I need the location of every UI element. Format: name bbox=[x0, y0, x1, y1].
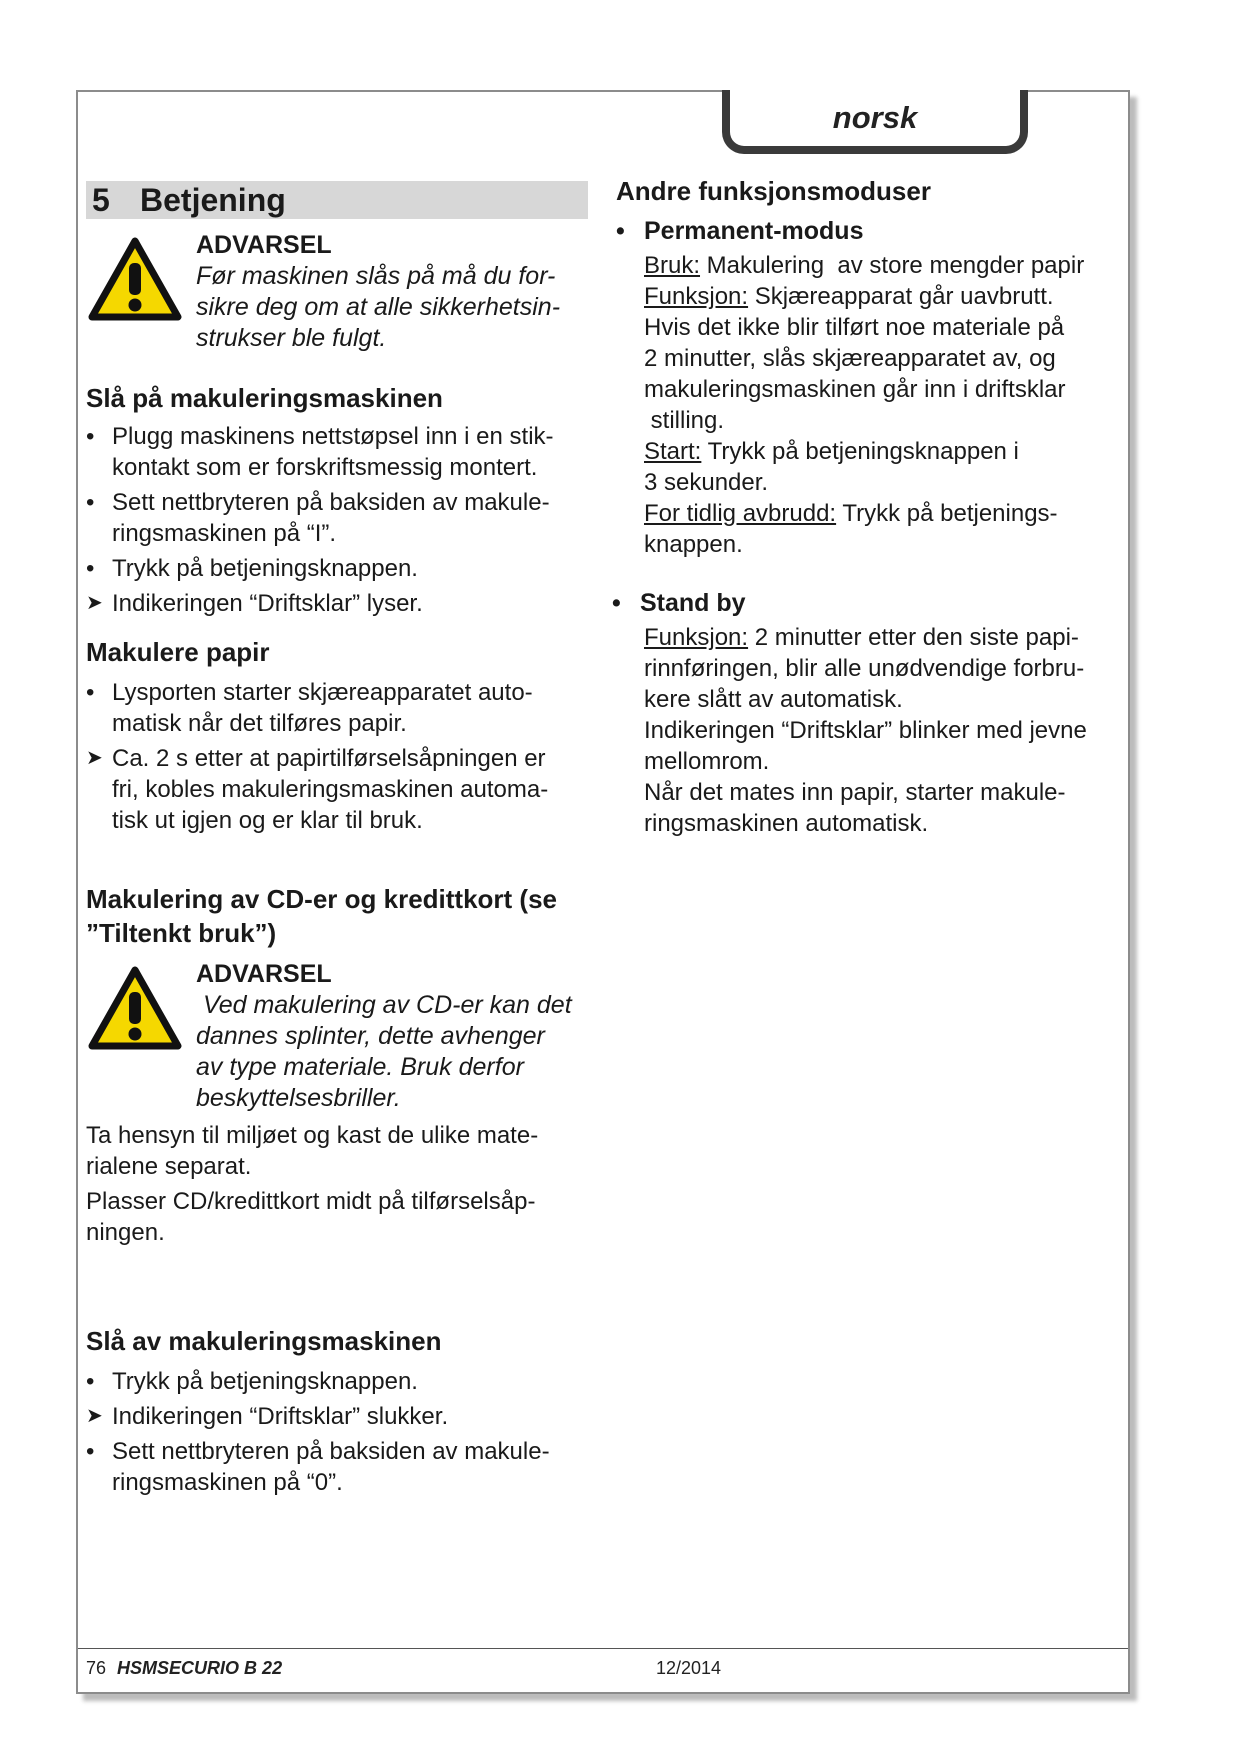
list-line: Indikeringen “Driftsklar” lyser. bbox=[112, 590, 423, 617]
list-item bbox=[86, 1366, 588, 1397]
function-text: 2 minutter, slås skjæreapparatet av, og bbox=[644, 345, 1056, 372]
function-text: Når det mates inn papir, starter makule- bbox=[644, 779, 1066, 806]
warning-line: Ved makulering av CD-er kan det bbox=[196, 991, 572, 1019]
warning-box-cd bbox=[86, 958, 588, 1114]
list-line: Sett nettbryteren på baksiden av makule- bbox=[112, 1438, 550, 1465]
mode-description bbox=[644, 250, 1116, 560]
footer-date: 12/2014 bbox=[656, 1658, 722, 1678]
warning-box-startup bbox=[86, 229, 588, 354]
list-line: Lysporten starter skjæreapparatet auto- bbox=[112, 679, 533, 706]
section-heading-shred-paper: Makulere papir bbox=[86, 637, 270, 667]
model-name: SECURIO B 22 bbox=[157, 1658, 283, 1678]
warning-text bbox=[196, 990, 588, 1114]
mode-title bbox=[616, 214, 1116, 248]
list-line: Indikeringen “Driftsklar” slukker. bbox=[112, 1403, 449, 1430]
paragraph-placement bbox=[86, 1186, 588, 1248]
bullet-marker: • bbox=[86, 1368, 95, 1395]
mode-permanent bbox=[616, 214, 1116, 560]
right-column bbox=[612, 174, 1116, 839]
para-line: rialene separat. bbox=[86, 1153, 252, 1180]
start-text: 3 sekunder. bbox=[644, 469, 769, 496]
section-heading-switch-off: Slå av makuleringsmaskinen bbox=[86, 1326, 442, 1356]
warning-line: beskyttelsesbriller. bbox=[196, 1084, 401, 1112]
footer-left bbox=[86, 1658, 282, 1679]
arrow-marker: ➤ bbox=[86, 1405, 103, 1427]
mode-name: Stand by bbox=[640, 589, 746, 617]
list-line: kontakt som er forskriftsmessig montert. bbox=[112, 454, 538, 481]
bullet-marker: • bbox=[86, 1438, 95, 1465]
function-label: Funksjon: bbox=[644, 624, 749, 651]
usage-label: Bruk: bbox=[644, 252, 701, 279]
abort-line bbox=[644, 498, 1116, 529]
para-line: Ta hensyn til miljøet og kast de ulike mate- bbox=[86, 1122, 539, 1149]
abort-text: knappen. bbox=[644, 531, 743, 558]
mode-name: Permanent-modus bbox=[644, 217, 864, 245]
warning-line: Før maskinen slås på må du for- bbox=[196, 262, 556, 290]
usage-line bbox=[644, 250, 1116, 281]
function-text: mellomrom. bbox=[644, 748, 770, 775]
bullet-marker: • bbox=[86, 423, 95, 450]
arrow-marker: ➤ bbox=[86, 592, 103, 614]
function-text: stilling. bbox=[644, 407, 725, 434]
bullet-marker: • bbox=[616, 217, 625, 245]
list-line: tisk ut igjen og er klar til bruk. bbox=[112, 807, 423, 834]
start-text: Trykk på betjeningsknappen i bbox=[701, 438, 1019, 465]
para-line: ningen. bbox=[86, 1219, 165, 1246]
section-heading-cd-cards bbox=[86, 882, 588, 950]
warning-title: ADVARSEL bbox=[196, 960, 332, 988]
section-heading-other-modes: Andre funksjonsmoduser bbox=[616, 176, 931, 206]
list-line: Trykk på betjeningsknappen. bbox=[112, 1368, 418, 1395]
function-text: kere slått av automatisk. bbox=[644, 686, 903, 713]
list-line: Plugg maskinens nettstøpsel inn i en stik- bbox=[112, 423, 554, 450]
bullet-marker: • bbox=[86, 555, 95, 582]
mode-description bbox=[644, 622, 1116, 839]
function-line bbox=[644, 622, 1116, 653]
footer-divider bbox=[78, 1648, 1128, 1649]
list-item bbox=[86, 487, 588, 549]
list-line: Sett nettbryteren på baksiden av makule- bbox=[112, 489, 550, 516]
start-line bbox=[644, 436, 1116, 467]
chapter-number: 5 bbox=[92, 181, 110, 218]
paragraph-environment bbox=[86, 1120, 588, 1182]
list-item bbox=[86, 677, 588, 739]
language-tab bbox=[722, 90, 1028, 154]
list-line: ringsmaskinen på “I”. bbox=[112, 520, 337, 547]
function-line bbox=[644, 281, 1116, 312]
bullet-marker: • bbox=[86, 489, 95, 516]
warning-line: av type materiale. Bruk derfor bbox=[196, 1053, 524, 1081]
list-item bbox=[86, 553, 588, 584]
usage-text: Makulering av store mengder papir bbox=[700, 252, 1085, 279]
chapter-title: Betjening bbox=[140, 181, 286, 218]
language-label: norsk bbox=[832, 100, 918, 135]
list-line: ringsmaskinen på “0”. bbox=[112, 1469, 343, 1496]
function-text: Indikeringen “Driftsklar” blinker med jevne bbox=[644, 717, 1087, 744]
warning-line: strukser ble fulgt. bbox=[196, 324, 387, 352]
abort-label: For tidlig avbrudd: bbox=[644, 500, 837, 527]
chapter-heading bbox=[86, 181, 588, 219]
list-item bbox=[86, 1436, 588, 1498]
heading-line: Makulering av CD-er og kredittkort (se bbox=[86, 884, 557, 914]
shred-paper-steps bbox=[86, 677, 588, 836]
function-text: makuleringsmaskinen går inn i driftsklar bbox=[644, 376, 1066, 403]
warning-line: sikre deg om at alle sikkerhetsin- bbox=[196, 293, 561, 321]
list-item bbox=[86, 421, 588, 483]
switch-off-steps bbox=[86, 1366, 588, 1498]
list-line: Trykk på betjeningsknappen. bbox=[112, 555, 418, 582]
switch-on-steps bbox=[86, 421, 588, 619]
mode-standby bbox=[612, 586, 1116, 839]
function-text: ringsmaskinen automatisk. bbox=[644, 810, 929, 837]
function-text: Hvis det ikke blir tilført noe materiale på bbox=[644, 314, 1065, 341]
arrow-marker: ➤ bbox=[86, 747, 103, 769]
section-heading-switch-on: Slå på makuleringsmaskinen bbox=[86, 383, 443, 413]
bullet-marker: • bbox=[86, 679, 95, 706]
function-text: 2 minutter etter den siste papi- bbox=[748, 624, 1079, 651]
bullet-marker: • bbox=[612, 589, 621, 617]
list-item bbox=[86, 743, 588, 836]
function-text: Skjæreapparat går uavbrutt. bbox=[748, 283, 1054, 310]
abort-text: Trykk på betjenings- bbox=[836, 500, 1058, 527]
page-number: 76 bbox=[86, 1658, 107, 1678]
warning-title: ADVARSEL bbox=[196, 231, 332, 259]
list-line: Ca. 2 s etter at papirtilførselsåpningen er bbox=[112, 745, 546, 772]
heading-line: ”Tiltenkt bruk”) bbox=[86, 918, 277, 948]
list-line: matisk når det tilføres papir. bbox=[112, 710, 407, 737]
warning-triangle-icon bbox=[88, 966, 182, 1050]
warning-line: dannes splinter, dette avhenger bbox=[196, 1022, 545, 1050]
function-label: Funksjon: bbox=[644, 283, 749, 310]
brand-logo: HSM bbox=[117, 1658, 158, 1678]
mode-title bbox=[612, 586, 1116, 620]
list-item bbox=[86, 588, 588, 619]
para-line: Plasser CD/kredittkort midt på tilførselsåp- bbox=[86, 1188, 536, 1215]
function-text: rinnføringen, blir alle unødvendige forbru- bbox=[644, 655, 1085, 682]
start-label: Start: bbox=[644, 438, 702, 465]
list-line: fri, kobles makuleringsmaskinen automa- bbox=[112, 776, 549, 803]
warning-triangle-icon bbox=[88, 237, 182, 321]
list-item bbox=[86, 1401, 588, 1432]
warning-text bbox=[196, 261, 588, 354]
left-column bbox=[86, 181, 588, 1502]
